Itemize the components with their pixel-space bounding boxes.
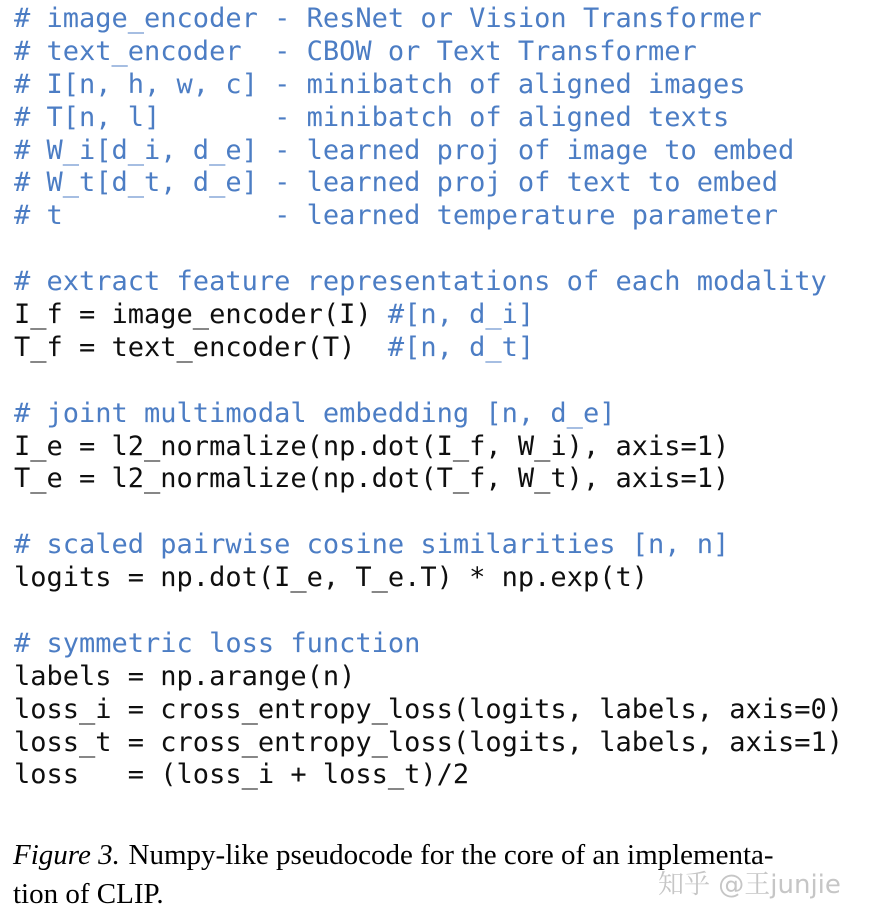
code-line	[14, 332, 843, 365]
code-token: I_f = image_encoder(I)	[14, 299, 388, 331]
code-token: I_e = l2_normalize(np.dot(I_f, W_i), axis=1)	[14, 430, 730, 462]
code-line	[14, 167, 843, 200]
code-line	[14, 496, 843, 529]
comment-token: # W_i[d_i, d_e] - learned proj of image to embed	[14, 134, 795, 166]
comment-token: #[n, d_t]	[387, 331, 535, 363]
code-line	[14, 102, 843, 135]
code-line	[14, 628, 843, 661]
comment-token: # extract feature representations of each modality	[14, 266, 827, 298]
code-line	[14, 463, 843, 496]
code-token: loss_i = cross_entropy_loss(logits, labels, axis=0)	[14, 693, 844, 725]
comment-token: # I[n, h, w, c] - minibatch of aligned images	[14, 68, 746, 100]
code-line	[14, 661, 843, 694]
caption-text-1: Numpy-like pseudocode for the core of an implementa-	[128, 839, 774, 871]
figure-label: Figure 3.	[13, 839, 120, 871]
comment-token: # scaled pairwise cosine similarities [n, n]	[14, 529, 730, 561]
code-line	[14, 759, 843, 792]
code-line	[14, 266, 843, 299]
code-token: loss_t = cross_entropy_loss(logits, labels, axis=1)	[14, 726, 844, 758]
code-line	[14, 36, 843, 69]
code-token: logits = np.dot(I_e, T_e.T) * np.exp(t)	[14, 562, 648, 594]
watermark-text: 知乎 @王junjie	[658, 870, 841, 900]
code-line	[14, 694, 843, 727]
code-line	[14, 365, 843, 398]
code-token: T_f = text_encoder(T)	[14, 331, 388, 363]
comment-token: # symmetric loss function	[14, 627, 421, 659]
code-line	[14, 233, 843, 266]
comment-token: # image_encoder - ResNet or Vision Transformer	[14, 3, 762, 34]
code-line	[14, 595, 843, 628]
code-line	[14, 727, 843, 760]
code-line	[14, 398, 843, 431]
caption-line-1	[13, 836, 873, 875]
comment-token: # T[n, l] - minibatch of aligned texts	[14, 101, 730, 133]
comment-token: # t - learned temperature parameter	[14, 200, 779, 232]
pseudocode-block	[14, 3, 843, 792]
comment-token: # joint multimodal embedding [n, d_e]	[14, 397, 616, 429]
code-line	[14, 135, 843, 168]
code-token: loss = (loss_i + loss_t)/2	[14, 759, 470, 791]
code-line	[14, 431, 843, 464]
caption-text-2: tion of CLIP.	[13, 878, 164, 910]
code-line	[14, 562, 843, 595]
comment-token: # W_t[d_t, d_e] - learned proj of text to embed	[14, 167, 779, 199]
comment-token: #[n, d_i]	[387, 299, 535, 331]
code-line	[14, 299, 843, 332]
code-line	[14, 3, 843, 36]
comment-token: # text_encoder - CBOW or Text Transformer	[14, 35, 697, 67]
code-line	[14, 200, 843, 233]
code-token: labels = np.arange(n)	[14, 660, 356, 692]
figure-caption	[13, 836, 873, 914]
code-line	[14, 529, 843, 562]
code-line	[14, 69, 843, 102]
code-token: T_e = l2_normalize(np.dot(T_f, W_t), axis=1)	[14, 463, 730, 495]
